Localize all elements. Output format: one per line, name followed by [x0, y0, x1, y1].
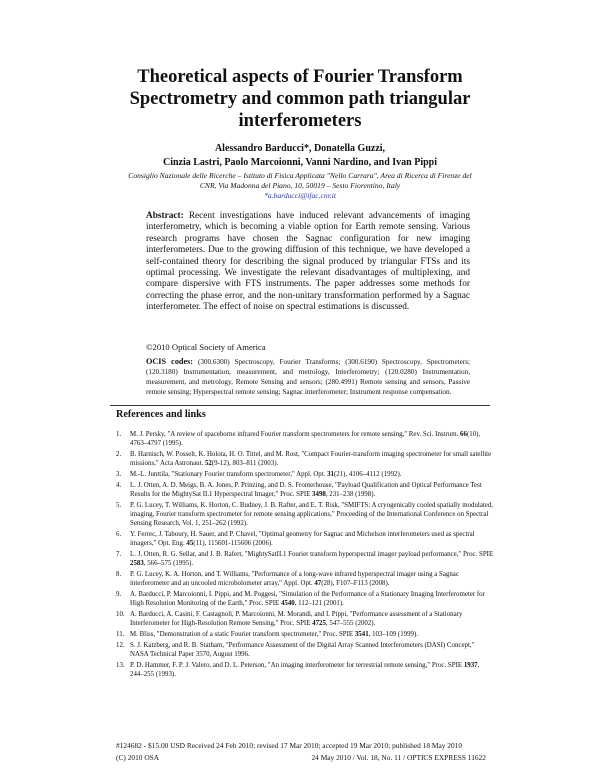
reference-text: A. Barducci, P. Marcoionni, I. Pippi, and M. Poggesi, "Simulation of the Performance of a Stationary Imaging Interferometer for High Resolution Monitoring of the Earth," Proc. SPIE	[130, 591, 485, 608]
reference-text: M. J. Persky, "A review of spaceborne infrared Fourier transform spectrometers for remote sensing," Rev. Sci. Instrum.	[130, 431, 461, 438]
reference-number: 7.	[116, 551, 122, 558]
section-divider	[110, 405, 490, 406]
reference-text: L. J. Otten, A. D. Meigs, B. A. Jones, P. Prinzing, and D. S. Fronterhouse, "Payload Qualification and Optical Performance Test Results for the MightySat II.1 Hyperspectral Imager," Proc. SPIE	[130, 481, 482, 498]
reference-text: M.-L. Junttila, "Stationary Fourier transform spectrometer," Appl. Opt.	[130, 471, 328, 478]
reference-number: 9.	[116, 591, 122, 598]
reference-item	[116, 661, 494, 679]
reference-tail: , 231–238 (1998).	[325, 491, 376, 498]
reference-item	[116, 590, 494, 608]
reference-volume: 47	[314, 580, 322, 588]
reference-text: S. J. Katzberg, and R. B. Statham, "Performance Assessment of the Digital Array Scanned Interferometers (DASI) Concept," NASA Technical Paper 3570, August 1996.	[130, 641, 475, 658]
reference-tail: , 244–255 (1993).	[130, 661, 480, 678]
reference-item	[116, 550, 494, 568]
reference-number: 2.	[116, 451, 122, 458]
reference-tail: , 566–575 (1995).	[143, 560, 194, 568]
reference-volume: 3541	[354, 631, 369, 638]
author-list	[130, 142, 470, 170]
reference-volume: 4540	[280, 600, 295, 608]
reference-volume: 3498	[312, 491, 326, 498]
reference-item	[116, 450, 494, 468]
reference-volume: 45	[186, 540, 194, 548]
reference-text: A. Barducci, A. Casini, F. Castagnoli, P. Marcoionni, M. Morandi, and I. Pippi, "Performance assessment of a Stationary Interferometer for High-Resolution Remote Sensing," Proc. SPIE	[130, 611, 463, 628]
reference-tail: , 103–109 (1999).	[368, 631, 419, 638]
publication-history: #124682 - $15.00 USD Received 24 Feb 2010; revised 17 Mar 2010; accepted 19 Mar 2010; published 18 May 2010	[116, 741, 463, 750]
abstract-label: Abstract:	[146, 211, 184, 221]
reference-volume: 66	[460, 431, 467, 438]
affiliation	[114, 171, 486, 201]
reference-text: P. G. Lucey, K. A. Horton, and T. Williams, "Performance of a long-wave infrared hyperspectral imager using a Sagnac interferometer and an uncooled microbolometer array," Appl. Opt.	[130, 571, 459, 588]
abstract	[146, 211, 470, 314]
ocis-text: (300.6300) Spectroscopy, Fourier Transforms; (300.6190) Spectroscopy, Spectrometers; (120.3180) Instrumentation, measurement, and metrology, Interferometry; (120.0280) Instrumentation, measurement, and metrology, Remote Sensing and sensors; (280.4991) Remote sensing and sensors, Passive remote sensing; Hyperspectral remote sensing; Sagnac interferometer; Instrument response compensation.	[146, 358, 471, 396]
reference-number: 10.	[116, 611, 125, 618]
copyright-notice: ©2010 Optical Society of America	[146, 342, 266, 352]
reference-item	[116, 610, 494, 628]
authors-line-2: Cinzia Lastri, Paolo Marcoionni, Vanni Nardino, and Ivan Pippi	[162, 157, 438, 168]
reference-text: L. J. Otten, R. G. Sellar, and J. B. Rafert, "MightySatII.1 Fourier transform hyperspectral imager payload performance," Proc. SPIE	[130, 551, 494, 558]
reference-number: 13.	[116, 661, 125, 669]
authors-line-1: Alessandro Barducci*, Donatella Guzzi,	[214, 143, 386, 154]
reference-text: P. D. Hammer, F. P. J. Valero, and D. L. Peterson, "An imaging interferometer for terrestrial remote sensing," Proc. SPIE	[130, 661, 464, 669]
reference-item	[116, 530, 494, 548]
reference-item	[116, 430, 494, 448]
ocis-codes	[146, 357, 470, 397]
reference-tail: (28), F107–F113 (2008).	[321, 580, 390, 588]
journal-citation: 24 May 2010 / Vol. 18, No. 11 / OPTICS EXPRESS 11622	[311, 753, 486, 762]
reference-volume: 4725	[312, 620, 326, 628]
reference-tail: (10), 4763–4797 (1995).	[130, 431, 481, 448]
reference-number: 5.	[116, 501, 122, 509]
author-email-link[interactable]: *a.barducci@ifac.cnr.it	[264, 191, 336, 200]
reference-text: Y. Ferrec, J. Taboury, H. Sauer, and P. Chavel, "Optimal geometry for Sagnac and Michelson interferometers used as spectral imagers," Opt. Eng.	[130, 531, 475, 548]
reference-list	[116, 430, 494, 681]
reference-number: 11.	[116, 631, 125, 638]
reference-text: M. Bliss, "Demonstration of a static Fourier transform spectrometer," Proc. SPIE	[130, 631, 355, 638]
reference-tail: (9-12), 803–811 (2003).	[211, 460, 279, 468]
reference-text: B. Harnisch, W. Posselt, K. Holota, H. O. Tittel, and M. Rost, "Compact Fourier-transform imaging spectrometer for small satellite missions," Acta Astronaut.	[130, 451, 492, 468]
reference-number: 1.	[116, 431, 122, 438]
reference-volume: 52	[204, 460, 212, 468]
reference-number: 6.	[116, 531, 122, 538]
reference-item	[116, 501, 494, 529]
affiliation-line-1: Consiglio Nazionale delle Ricerche – Istituto di Fisica Applicata "Nello Carrara", Area di Ricerca di Firenze del	[128, 171, 472, 180]
reference-tail: , 112–121 (2001).	[294, 600, 344, 608]
reference-tail: (21), 4106–4112 (1992).	[334, 471, 402, 478]
reference-item	[116, 481, 494, 499]
abstract-text: Recent investigations have induced relevant advancements of imaging interferometry, which is becoming a viable option for Earth remote sensing. Various research programs have chosen the Sagnac configuration for new imaging interferometers. Due to the growing diffusion of this technique, we have developed a self-contained theory for describing the signal produced by triangular FTSs and its optimal processing. We investigate the relevant disadvantages of multiplexing, and compare dispersive with FTS instruments. The paper addresses some methods for correcting the phase error, and the non-unitary transformation performed by a Sagnac interferometer. The effect of noise on spectral estimations is discussed.	[146, 211, 470, 313]
reference-item	[116, 570, 494, 588]
reference-text: P. G. Lucey, T. Williams, K. Horton, C. Budney, J. B. Rafter, and E. T. Risk, "SMIFTS: A cryogenically cooled spatially modulated, imaging, Fourier transform spectrometer for remote sensing applications," Proceeding of the International Conference on Spectral Sensing Research, Vol. 1, 251–262 (1992).	[130, 501, 494, 528]
reference-tail: (11), 115601-115606 (2006).	[193, 540, 273, 548]
reference-item	[116, 630, 494, 639]
reference-number: 8.	[116, 571, 122, 578]
reference-volume: 1937	[463, 661, 478, 669]
references-heading: References and links	[116, 409, 206, 420]
reference-tail: , 547–555 (2002).	[325, 620, 376, 628]
paper-title: Theoretical aspects of Fourier Transform Spectrometry and common path triangular interferometers	[129, 67, 471, 131]
affiliation-line-2: CNR, Via Madonna del Piano, 10, 50019 – Sesto Fiorentino, Italy	[199, 181, 401, 190]
page-footer	[116, 753, 486, 762]
reference-item	[116, 470, 494, 479]
reference-volume: 2583	[130, 560, 144, 568]
reference-number: 4.	[116, 481, 122, 489]
ocis-label: OCIS codes:	[146, 357, 194, 366]
footer-copyright: (C) 2010 OSA	[116, 753, 160, 762]
reference-item	[116, 641, 494, 659]
reference-number: 3.	[116, 471, 122, 478]
reference-volume: 31	[327, 471, 334, 478]
reference-number: 12.	[116, 641, 125, 649]
